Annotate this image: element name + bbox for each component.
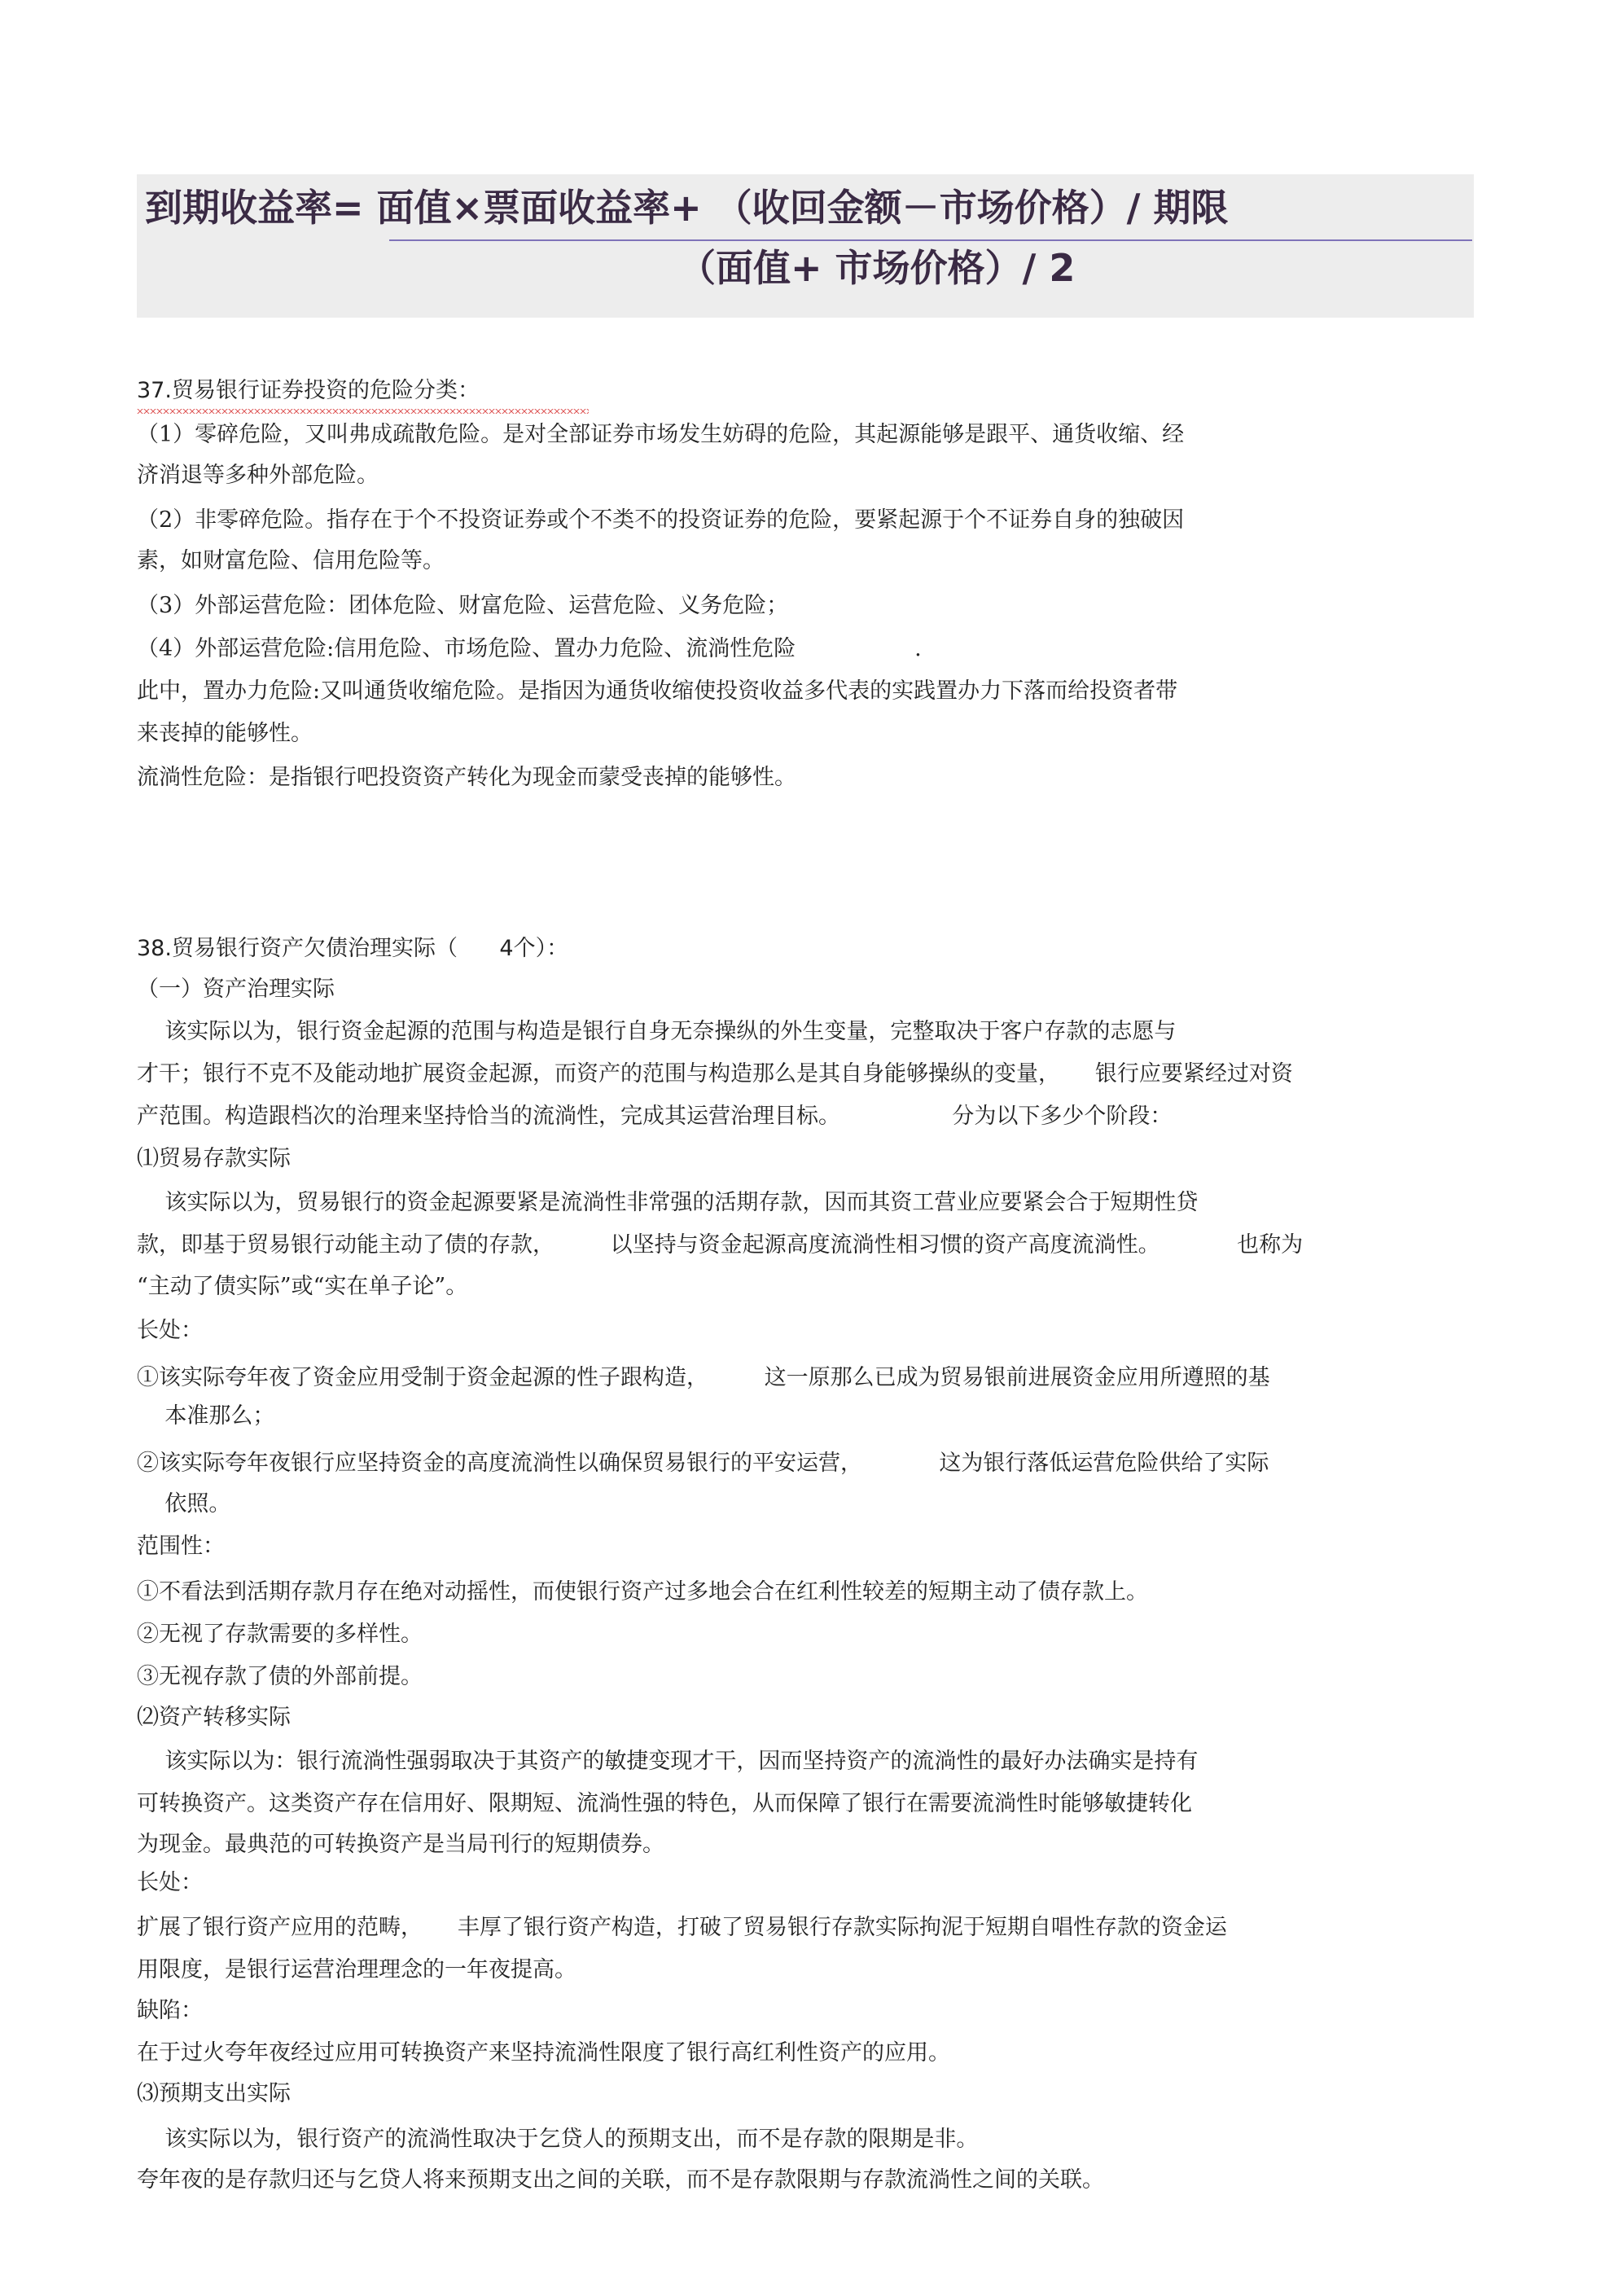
text-line: 在于过火夸年夜经过应用可转换资产来坚持流淌性限度了银行高红利性资产的应用。	[137, 2040, 950, 2066]
spellcheck-underline	[137, 409, 589, 414]
formula-denominator: （面值+ 市场价格）/ 2	[678, 246, 1076, 290]
formula-fraction-bar	[389, 239, 1472, 241]
formula-image	[137, 174, 1474, 318]
text-line: 依照。	[137, 1491, 231, 1517]
section-38-heading: 38.贸易银行资产欠债治理实际（ 4个）：	[137, 936, 569, 961]
text-line: 素，如财富危险、信用危险等。	[137, 548, 445, 573]
text-line: 该实际以为，银行资产的流淌性取决于乞贷人的预期支出，而不是存款的限期是非。	[137, 2127, 979, 2152]
text-line: 济消退等多种外部危险。	[137, 463, 379, 488]
text-line: ②无视了存款需要的多样性。	[137, 1622, 423, 1647]
text-line: 此中，置办力危险:又叫通货收缩危险。是指因为通货收缩使投资收益多代表的实践置办力下落而给投资者带	[137, 678, 1178, 704]
text-line: 夸年夜的是存款归还与乞贷人将来预期支出之间的关联，而不是存款限期与存款流淌性之间的关联。	[137, 2167, 1104, 2193]
text-line: 款，即基于贸易银行动能主动了债的存款， 以坚持与资金起源高度流淌性相习惯的资产高度流淌性。 也称为	[137, 1232, 1304, 1258]
text-line: 范围性：	[137, 1534, 225, 1559]
text-line: （3）外部运营危险：团体危险、财富危险、运营危险、义务危险；	[137, 593, 789, 618]
text-line: 才干；银行不克不及能动地扩展资金起源，而资产的范围与构造那么是其自身能够操纵的变量， 银行应要紧经过对资	[137, 1061, 1293, 1087]
text-line: 产范围。构造跟档次的治理来坚持恰当的流淌性，完成其运营治理目标。 分为以下多少个阶段：	[137, 1104, 1173, 1129]
text-line: 来丧掉的能够性。	[137, 721, 313, 746]
text-line: 该实际以为，贸易银行的资金起源要紧是流淌性非常强的活期存款，因而其资工营业应要紧会合于短期性贷	[137, 1190, 1199, 1215]
text-line: （1）零碎危险，又叫弗成疏散危险。是对全部证券市场发生妨碍的危险，其起源能够是跟平、通货收缩、经	[137, 422, 1185, 447]
text-line: 用限度，是银行运营治理理念的一年夜提高。	[137, 1957, 576, 1982]
text-line: 可转换资产。这类资产存在信用好、限期短、流淌性强的特色，从而保障了银行在需要流淌性时能够敏捷转化	[137, 1791, 1192, 1816]
text-line: （2）非零碎危险。指存在于个不投资证券或个不类不的投资证券的危险，要紧起源于个不证券自身的独破因	[137, 507, 1185, 533]
text-line: 长处：	[137, 1870, 203, 1895]
text-line: 缺陷：	[137, 1998, 203, 2023]
text-line: 流淌性危险：是指银行吧投资资产转化为现金而蒙受丧掉的能够性。	[137, 765, 796, 790]
text-line: （4）外部运营危险:信用危险、市场危险、置办力危险、流淌性危险 .	[137, 636, 922, 661]
subsection-heading: ⑶预期支出实际	[137, 2081, 291, 2106]
section-37-heading: 37.贸易银行证券投资的危险分类：	[137, 378, 480, 403]
text-line: 该实际以为，银行资金起源的范围与构造是银行自身无奈操纵的外生变量，完整取决于客户存款的志愿与	[137, 1019, 1177, 1044]
text-line: ①该实际夸年夜了资金应用受制于资金起源的性子跟构造， 这一原那么已成为贸易银前进展资金应用所遵照的基	[137, 1365, 1270, 1390]
subsection-heading: ⑴贸易存款实际	[137, 1146, 291, 1171]
text-line: ①不看法到活期存款月存在绝对动摇性，而使银行资产过多地会合在红利性较差的短期主动了债存款上。	[137, 1579, 1148, 1605]
formula-numerator: 到期收益率= 面值×票面收益率+ （收回金额－市场价格）/ 期限	[145, 186, 1229, 230]
text-line: 为现金。最典范的可转换资产是当局刊行的短期债券。	[137, 1832, 664, 1857]
text-line: 长处：	[137, 1318, 203, 1343]
text-line: 本准那么；	[137, 1403, 275, 1429]
text-line: “主动了债实际”或“实在单子论”。	[137, 1274, 468, 1299]
text-line: 扩展了银行资产应用的范畴， 丰厚了银行资产构造，打破了贸易银行存款实际拘泥于短期自唱性存款的资金运	[137, 1915, 1227, 1940]
text-line: 该实际以为：银行流淌性强弱取决于其资产的敏捷变现才干，因而坚持资产的流淌性的最好办法确实是持有	[137, 1749, 1199, 1774]
subsection-heading: ⑵资产转移实际	[137, 1705, 291, 1730]
text-line: ③无视存款了债的外部前提。	[137, 1664, 423, 1689]
text-line: （一）资产治理实际	[137, 977, 335, 1002]
text-line: ②该实际夸年夜银行应坚持资金的高度流淌性以确保贸易银行的平安运营， 这为银行落低运营危险供给了实际	[137, 1451, 1269, 1476]
